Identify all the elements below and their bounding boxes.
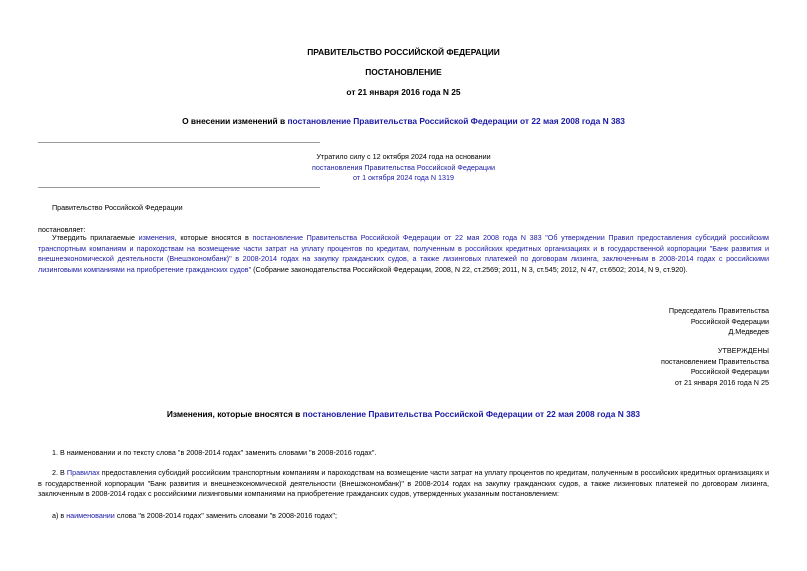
item-2a-text-2: слова "в 2008-2014 годах" заменить словами "в 2008-2016 годах"; (114, 511, 337, 520)
decree-383-link[interactable]: постановление Правительства Российской Федерации от 22 мая 2008 года N 383 "Об утверждении Правил предоставления субсидий российским транспортным компаниям и пароходствам на возмещение части затрат на уплату процентов по кредитам, полученным в российских кредитных организациях и в государственной корпорации "Банк развития и внешнеэкономической деятельности (Внешэкономбанк)" в 2008-2014 годах на закупку гражданских судов, а также лизинговых платежей по договорам лизинга, заключенным в 2008-2014 годах с российскими лизинговыми компаниями на приобретение гражданских судов" (38, 233, 769, 274)
item-2a-text-1: а) в (52, 511, 67, 520)
approval-block (500, 346, 769, 388)
repeal-decree-link[interactable]: постановления Правительства Российской Федерации (311, 162, 496, 172)
title-prefix: О внесении изменений в (182, 116, 288, 126)
approval-date: от 21 января 2016 года N 25 (674, 377, 769, 387)
rules-link[interactable]: Правилах (66, 468, 100, 477)
status-note (240, 152, 567, 184)
name-link[interactable]: наименовании (66, 511, 115, 520)
changes-link[interactable]: изменения (138, 233, 175, 242)
signature-org: Российской Федерации (690, 316, 769, 326)
title-decree-link[interactable]: постановление Правительства Российской Федерации от 22 мая 2008 года N 383 (287, 116, 625, 126)
changes-title (0, 409, 807, 420)
item-2a (52, 511, 769, 522)
separator-top (38, 142, 320, 143)
main-text-2: , которые вносятся в (174, 233, 253, 242)
main-text-3: (Собрание законодательства Российской Федерации, 2008, N 22, ст.2569; 2011, N 3, ст.545; 2012, N 47, ст.6502; 2014, N 9, ст.920). (251, 264, 688, 274)
status-line: Утратило силу с 12 октября 2024 года на основании (316, 152, 491, 161)
item-1: 1. В наименовании и по тексту слова "в 2008-2014 годах" заменить словами "в 2008-2016 годах". (52, 448, 377, 457)
main-text-1: Утвердить прилагаемые (52, 233, 139, 242)
item-2-text-2: предоставления субсидий российским транспортным компаниям и пароходствам на возмещение части затрат на уплату процентов по кредитам, полученным в российских кредитных организациях и в государственной корпорации "Банк развития и внешнеэкономической деятельности (Внешэкономбанк)" в 2008-2014 годах на закупку гражданских судов, а также лизинговых платежей по договорам лизинга, заключенным в 2008-2014 годах с российскими лизинговыми компаниями на приобретение гражданских судов, утвержденных указанным постановлением: (38, 468, 769, 498)
signature-position: Председатель Правительства (668, 306, 769, 315)
main-paragraph (38, 233, 769, 275)
separator-bottom (38, 187, 320, 188)
document-date-number: от 21 января 2016 года N 25 (346, 87, 461, 97)
issuer-text: Правительство Российской Федерации (52, 203, 183, 212)
signature-block (500, 306, 769, 338)
approval-line-2: постановлением Правительства (661, 356, 769, 366)
changes-title-prefix: Изменения, которые вносятся в (166, 409, 303, 419)
signature-name: Д.Медведев (728, 327, 769, 336)
repeal-decree-date-link[interactable]: от 1 октября 2024 года N 1319 (352, 173, 455, 182)
changes-title-decree-link[interactable]: постановление Правительства Российской Федерации от 22 мая 2008 года N 383 (302, 409, 641, 419)
item-2-text-1: 2. В (52, 468, 67, 477)
document-title (0, 116, 807, 127)
decrees-text: постановляет: (38, 225, 86, 234)
document-type-heading: ПОСТАНОВЛЕНИЕ (365, 67, 442, 77)
approval-line-3: Российской Федерации (690, 367, 769, 376)
approval-label: УТВЕРЖДЕНЫ (717, 346, 769, 355)
item-2 (38, 468, 769, 500)
government-heading: ПРАВИТЕЛЬСТВО РОССИЙСКОЙ ФЕДЕРАЦИИ (307, 47, 500, 57)
